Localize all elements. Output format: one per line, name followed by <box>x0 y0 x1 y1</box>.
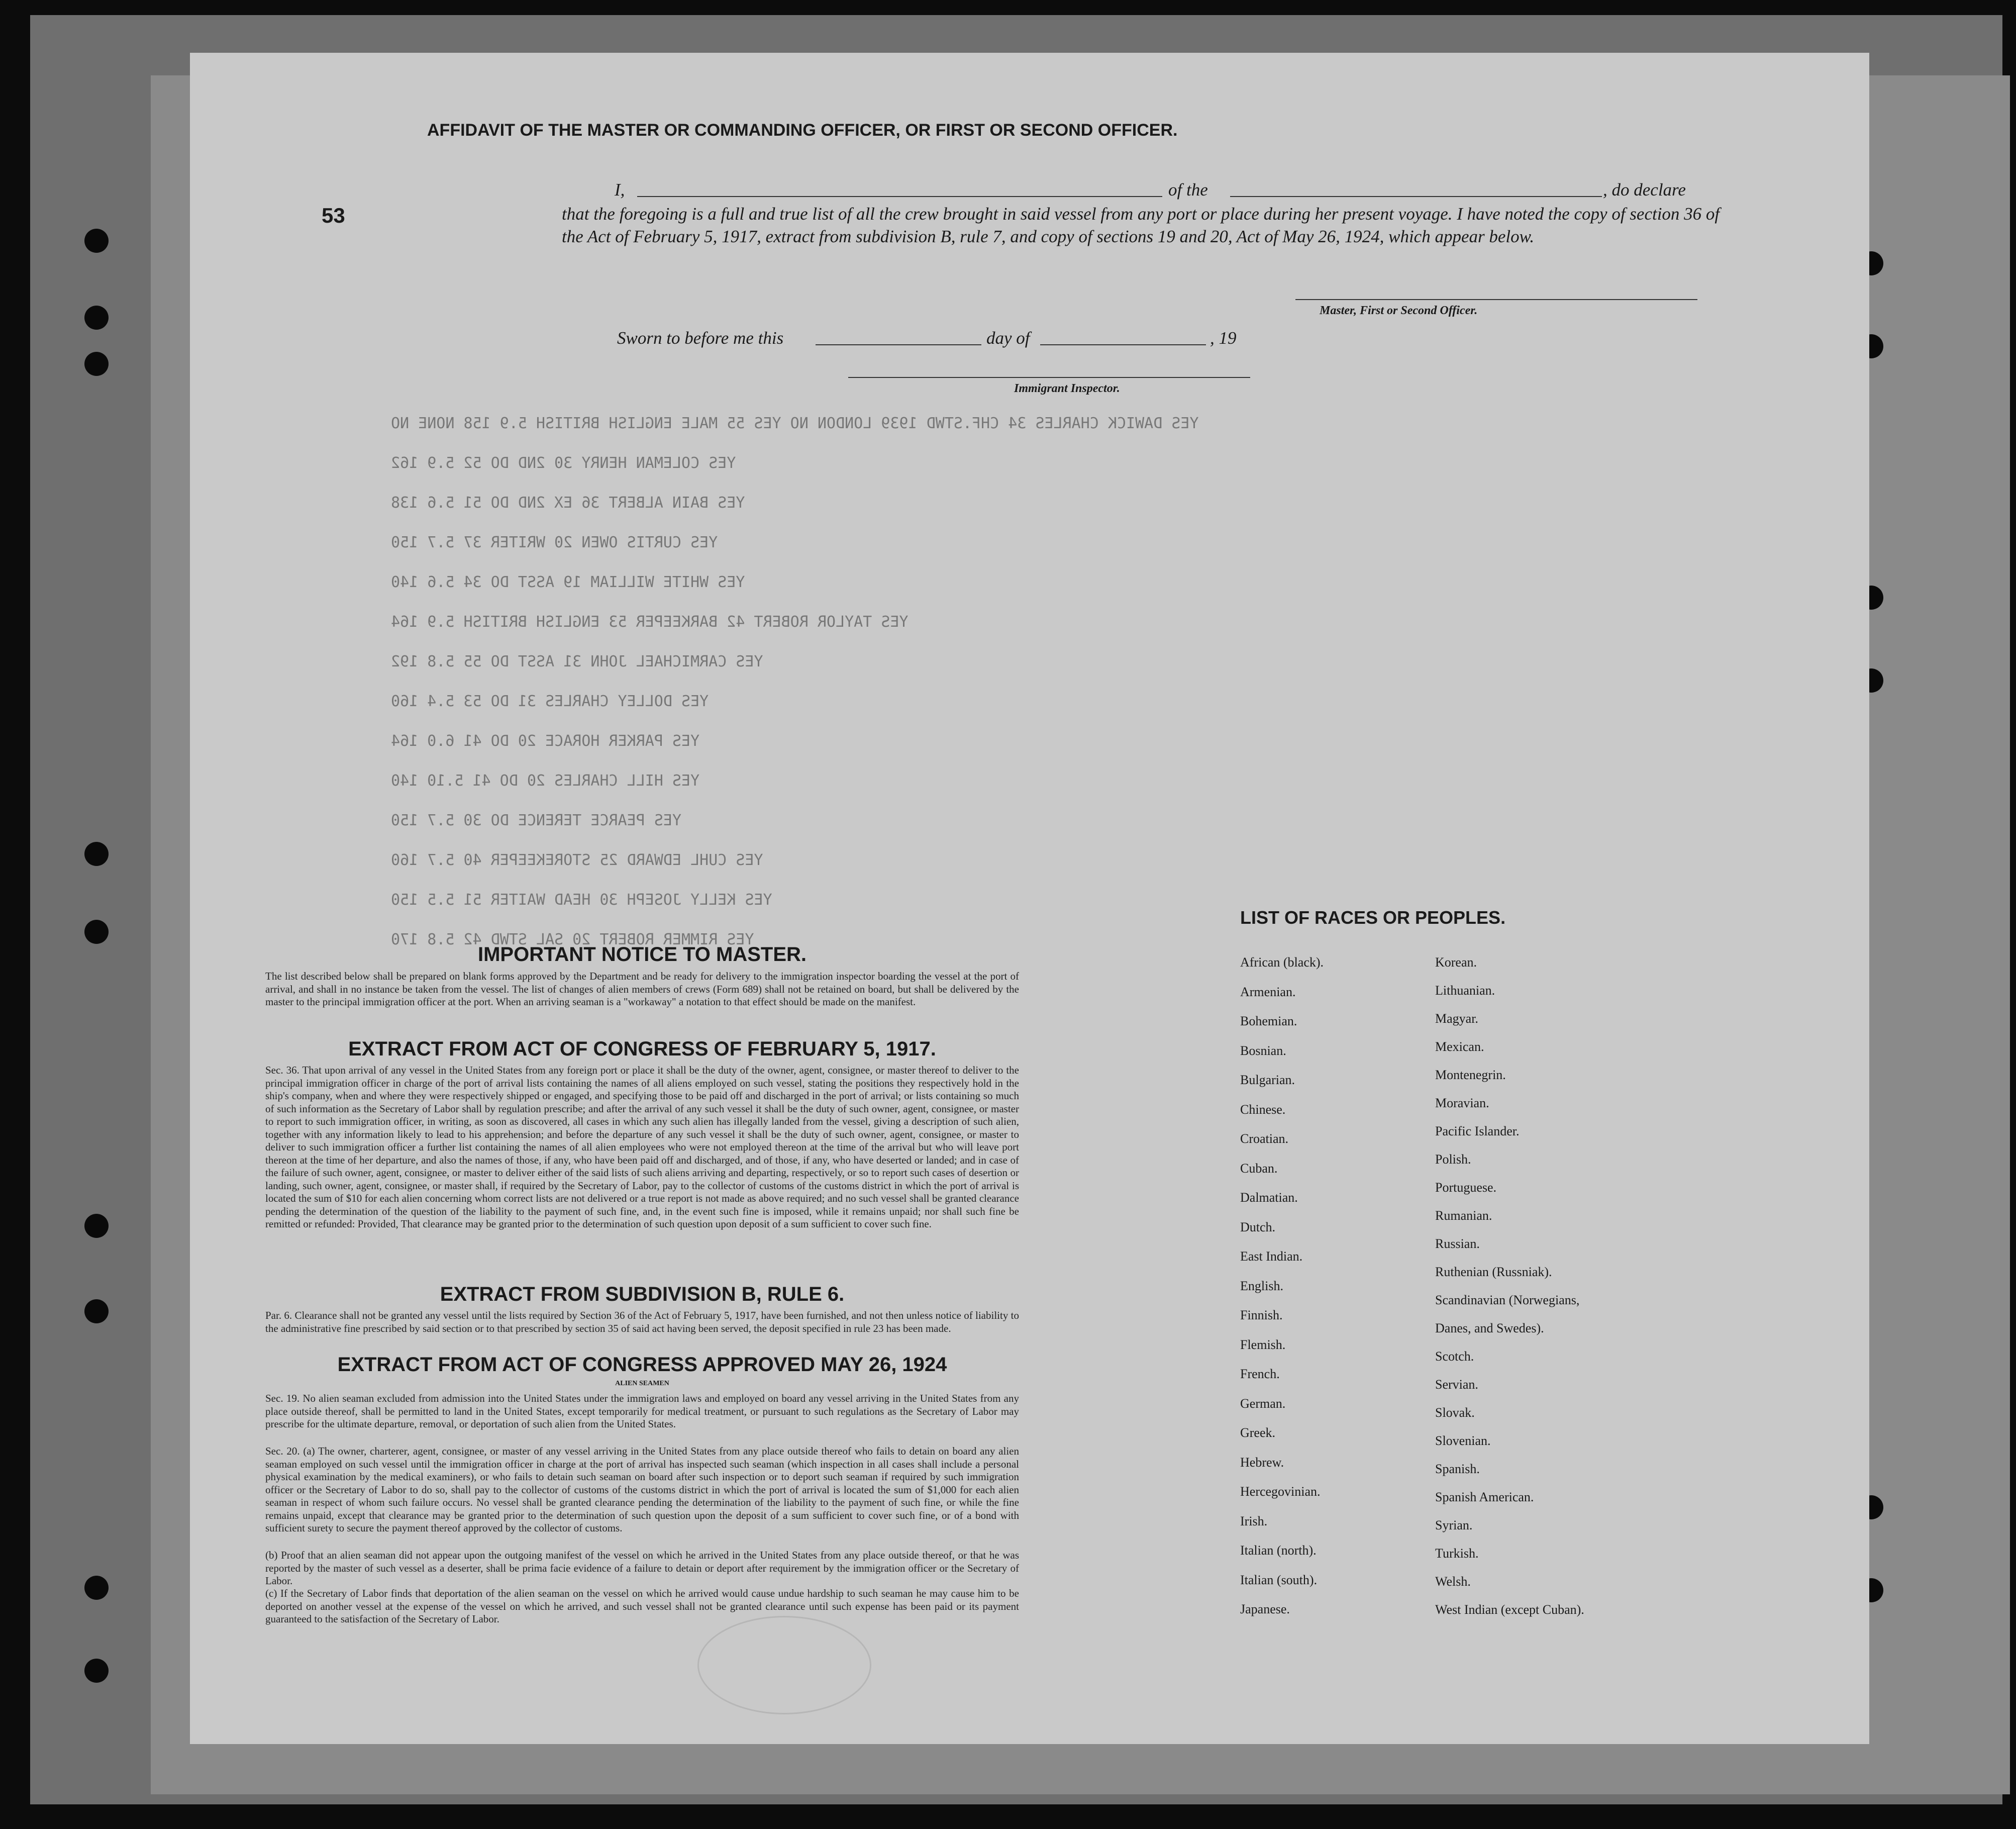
bleed-row: YES BAIN ALBERT 36 EX 2ND DO 51 5.6 138 <box>391 494 745 512</box>
race-item: Armenian. <box>1240 984 1296 999</box>
race-item: Flemish. <box>1240 1337 1286 1352</box>
bleed-row: YES RIMMER ROBERT 20 SAL STWD 42 5.8 170 <box>391 931 754 948</box>
declaration-declare: , do declare <box>1603 180 1686 200</box>
binder-hole <box>84 920 109 944</box>
bleed-row: YES CURTIS OWEN 20 WRITER 37 5.7 150 <box>391 534 718 551</box>
signature-label: Master, First or Second Officer. <box>1320 304 1478 317</box>
race-item: Turkish. <box>1435 1546 1479 1561</box>
extract-1924-title: EXTRACT FROM ACT OF CONGRESS APPROVED MAY 26, 1924 <box>337 1354 947 1376</box>
vessel-line <box>1230 196 1602 197</box>
race-item: Pacific Islander. <box>1435 1124 1520 1138</box>
binder-hole <box>84 229 109 253</box>
binder-hole <box>84 1659 109 1683</box>
race-item: Welsh. <box>1435 1574 1471 1589</box>
race-item: Montenegrin. <box>1435 1068 1506 1082</box>
sworn-text: Sworn to before me this <box>617 328 784 348</box>
race-item: Spanish. <box>1435 1462 1480 1476</box>
binder-hole <box>84 352 109 376</box>
race-item: Lithuanian. <box>1435 983 1495 998</box>
races-title: LIST OF RACES OR PEOPLES. <box>1240 907 1506 928</box>
bleed-row: YES KELLY JOSEPH 30 HEAD WAITER 51 5.5 150 <box>391 891 772 909</box>
binder-hole <box>84 1576 109 1600</box>
race-item: Japanese. <box>1240 1602 1290 1616</box>
race-item: Dutch. <box>1240 1219 1276 1234</box>
extract-1924-subtitle: ALIEN SEAMEN <box>615 1380 669 1387</box>
extract-1917-title: EXTRACT FROM ACT OF CONGRESS OF FEBRUARY 5, 1917. <box>348 1038 936 1060</box>
race-item: West Indian (except Cuban). <box>1435 1602 1584 1617</box>
extract-1924-sec19: Sec. 19. No alien seaman excluded from admission into the United States under the immigration laws and employed on board any vessel arriving in the United States from any place outside thereof, shall be permitted to land in the United States, except temporarily for medical treatment, or pursuant to such regulations as the Secretary of Labor may prescribe for the ultimate departure, removal, or deportation of such alien from the United States. <box>265 1392 1019 1430</box>
race-item: Portuguese. <box>1435 1180 1497 1195</box>
race-item: Syrian. <box>1435 1518 1473 1532</box>
inspector-line <box>848 377 1250 378</box>
race-item: Hebrew. <box>1240 1455 1284 1470</box>
notice-title: IMPORTANT NOTICE TO MASTER. <box>477 943 807 966</box>
bleed-row: YES CARMICHAEL JOHN 31 ASST DO 55 5.8 192 <box>391 653 763 670</box>
bleed-row: YES HILL CHARLES 20 DO 41 5.10 140 <box>391 772 700 790</box>
inspector-label: Immigrant Inspector. <box>1014 382 1120 395</box>
race-item: Cuban. <box>1240 1161 1278 1176</box>
race-item: Danes, and Swedes). <box>1435 1321 1544 1335</box>
race-item: Chinese. <box>1240 1102 1286 1117</box>
binder-hole <box>84 1214 109 1238</box>
declaration-i: I, <box>615 180 625 200</box>
race-item: French. <box>1240 1367 1280 1381</box>
extract-1917-text: Sec. 36. That upon arrival of any vessel in the United States from any foreign port or place it shall be the duty of the owner, agent, consignee, or master thereof to deliver to the principal immigration officer in charge of the port of arrival lists containing the names of all aliens employed on such vessel, stating the positions they respectively hold in the ship's company, when and where they were respectively shipped or engaged, and specifying those to be paid off and discharged in the port of arrival; or lists containing so much of such information as the Secretary of Labor shall by regulation prescribe; and after the arrival of any such vessel it shall be the duty of such owner, agent, consignee, or master to report to such immigration officer, in writing, as soon as discovered, all cases in which any such alien has illegally landed from the vessel, giving a description of such alien, together with any information likely to lead to his apprehension; and before the departure of any such vessel it shall be the duty of such owner, agent, consignee, or master to deliver to such immigration officer a further list containing the names of all alien employees who were not employed thereon at the time of the arrival but who will leave port thereon at the time of her departure, and also the names of those, if any, who have been paid off and discharged, and of those, if any, who have deserted or landed; and in case of the failure of such owner, agent, consignee, or master to deliver either of the said lists of such aliens arriving and departing, respectively, or so to report such cases of desertion or landing, such owner, agent, consignee, or master shall, if required by the Secretary of Labor, pay to the collector of customs of the customs district in which the port of arrival is located the sum of $10 for each alien concerning whom correct lists are not delivered or a true report is not made as above required; and no such vessel shall be granted clearance pending the determination of the question of the liability to the payment of such fine, and, in the event such fine is imposed, while it remains unpaid; nor shall such fine be remitted or refunded: Provided, That clearance may be granted prior to the determination of such question upon deposit of a sum sufficient to cover such fine. <box>265 1064 1019 1230</box>
race-item: Moravian. <box>1435 1096 1489 1110</box>
bleed-row: YES DOLLEY CHARLES 31 DO 53 5.4 160 <box>391 693 709 710</box>
subdivision-b-text: Par. 6. Clearance shall not be granted any vessel until the lists required by Section 36 of the Act of February 5, 1917, have been furnished, and not then unless notice of liability to the administrative fine prescribed by said section or to that prescribed by section 35 of said act having been served, the deposit specified in rule 23 has been made. <box>265 1309 1019 1334</box>
name-line <box>637 196 1162 197</box>
race-item: Croatian. <box>1240 1131 1289 1146</box>
month-line <box>1040 344 1206 345</box>
bleed-row: YES CUHL EDWARD 25 STOREKEEPER 40 5.7 160 <box>391 851 763 869</box>
race-item: Servian. <box>1435 1377 1478 1392</box>
affidavit-page <box>190 53 1869 1744</box>
race-item: Slovak. <box>1435 1405 1475 1420</box>
bleed-row: YES PARKER HORACE 20 DO 41 6.0 164 <box>391 732 700 750</box>
race-item: East Indian. <box>1240 1249 1303 1264</box>
signature-line <box>1295 299 1697 300</box>
race-item: Italian (south). <box>1240 1572 1318 1587</box>
year-text: , 19 <box>1210 328 1237 348</box>
affidavit-title: AFFIDAVIT OF THE MASTER OR COMMANDING OFFICER, OR FIRST OR SECOND OFFICER. <box>427 121 1178 140</box>
race-item: Mexican. <box>1435 1039 1484 1054</box>
subdivision-b-title: EXTRACT FROM SUBDIVISION B, RULE 6. <box>440 1283 845 1305</box>
binder-hole <box>84 306 109 330</box>
race-item: Russian. <box>1435 1236 1480 1251</box>
race-item: Slovenian. <box>1435 1433 1491 1448</box>
race-item: Bohemian. <box>1240 1014 1297 1028</box>
race-item: Scandinavian (Norwegians, <box>1435 1293 1580 1307</box>
declaration-of-the: of the <box>1168 180 1208 200</box>
race-item: Bulgarian. <box>1240 1073 1295 1087</box>
margin-number: 53 <box>322 204 345 227</box>
race-item: Polish. <box>1435 1152 1471 1167</box>
race-item: English. <box>1240 1278 1283 1293</box>
notice-text: The list described below shall be prepared on blank forms approved by the Department and be ready for delivery to the immigration inspector boarding the vessel at the port of arrival, and shall in no instance be taken from the vessel. The list of changes of alien members of crews (Form 689) shall not be retained on board, but shall be delivered by the master to the principal immigration officer at the port. When an arriving seaman is a "workaway" a notation to that effect should be made on the manifest. <box>265 970 1019 1008</box>
bleed-row: YES COLEMAN HENRY 30 2ND DO 52 5.9 162 <box>391 454 736 472</box>
extract-1924-sec20a: Sec. 20. (a) The owner, charterer, agent, consignee, or master of any vessel arriving in the United States from any place outside thereof who fails to detain on board any alien seaman employed on such vessel until the immigration officer in charge at the port of arrival has inspected such seaman (which inspection in all cases shall include a personal physical examination by the medical examiners), or who fails to detain such seaman on board after such inspection or to deport such seaman if required by such immigration officer or the Secretary of Labor to do so, shall pay to the collector of customs of the customs district in which the port of arrival is located the sum of $1,000 for each alien seaman in respect of whom such failure occurs. No vessel shall be granted clearance pending the determination of the liability to the payment of such fine, or while the fine remains unpaid, except that clearance may be granted prior to the determination of such question upon the deposit of a sum sufficient to cover such fine, or of a bond with sufficient surety to secure the payment thereof approved by the collector of customs. <box>265 1445 1019 1534</box>
bleed-row: YES DAWICK CHARLES 34 CHF.STWD 1939 LONDON NO YES 55 MALE ENGLISH BRITISH 5.9 158 NONE NO <box>391 415 1199 432</box>
race-item: Greek. <box>1240 1425 1276 1440</box>
race-item: Magyar. <box>1435 1011 1478 1026</box>
binder-hole <box>84 842 109 866</box>
bleed-through-rows <box>190 415 1869 1018</box>
declaration-body: that the foregoing is a full and true list of all the crew brought in said vessel from any port or place during her present voyage. I have noted the copy of section 36 of the Act of February 5, 1917, extract from subdivision B, rule 7, and copy of sections 19 and 20, Act of May 26, 1924, which appear below. <box>562 204 1720 246</box>
binder-hole <box>84 1299 109 1323</box>
bleed-row: YES TAYLOR ROBERT 42 BARKEEPER 53 ENGLISH BRITISH 5.9 164 <box>391 613 909 631</box>
extract-1924-sec20b: (b) Proof that an alien seaman did not appear upon the outgoing manifest of the vessel on which he arrived in the United States from any place outside thereof, or that he was reported by the master of such vessel as a deserter, shall be prima facie evidence of a failure to detain or deport after requirement by the immigration officer or the Secretary of Labor. <box>265 1549 1019 1587</box>
race-item: Ruthenian (Russniak). <box>1435 1265 1552 1279</box>
race-item: Italian (north). <box>1240 1543 1317 1558</box>
race-item: Korean. <box>1435 955 1477 970</box>
race-item: Spanish American. <box>1435 1490 1534 1504</box>
race-item: Irish. <box>1240 1513 1268 1528</box>
race-item: Bosnian. <box>1240 1043 1286 1058</box>
race-item: Dalmatian. <box>1240 1190 1298 1205</box>
sworn-day-line <box>816 344 981 345</box>
received-stamp <box>697 1616 871 1714</box>
race-item: African (black). <box>1240 955 1324 970</box>
race-item: Scotch. <box>1435 1349 1474 1364</box>
race-item: German. <box>1240 1396 1286 1411</box>
bleed-row: YES WHITE WILLIAM 19 ASST DO 34 5.6 140 <box>391 573 745 591</box>
extract-1924-sec20c: (c) If the Secretary of Labor finds that deportation of the alien seaman on the vessel on which he arrived would cause undue hardship to such seaman he may cause him to be deported on another vessel at the expense of the vessel on which he arrived, and such vessel shall not be granted clearance until such expense has been paid or its payment guaranteed to the satisfaction of the Secretary of Labor. <box>265 1587 1019 1625</box>
race-item: Rumanian. <box>1435 1208 1492 1223</box>
race-item: Finnish. <box>1240 1308 1283 1322</box>
bleed-row: YES PEARCE TERENCE DO 30 5.7 150 <box>391 812 681 829</box>
day-of-text: day of <box>986 328 1030 348</box>
race-item: Hercegovinian. <box>1240 1484 1321 1499</box>
